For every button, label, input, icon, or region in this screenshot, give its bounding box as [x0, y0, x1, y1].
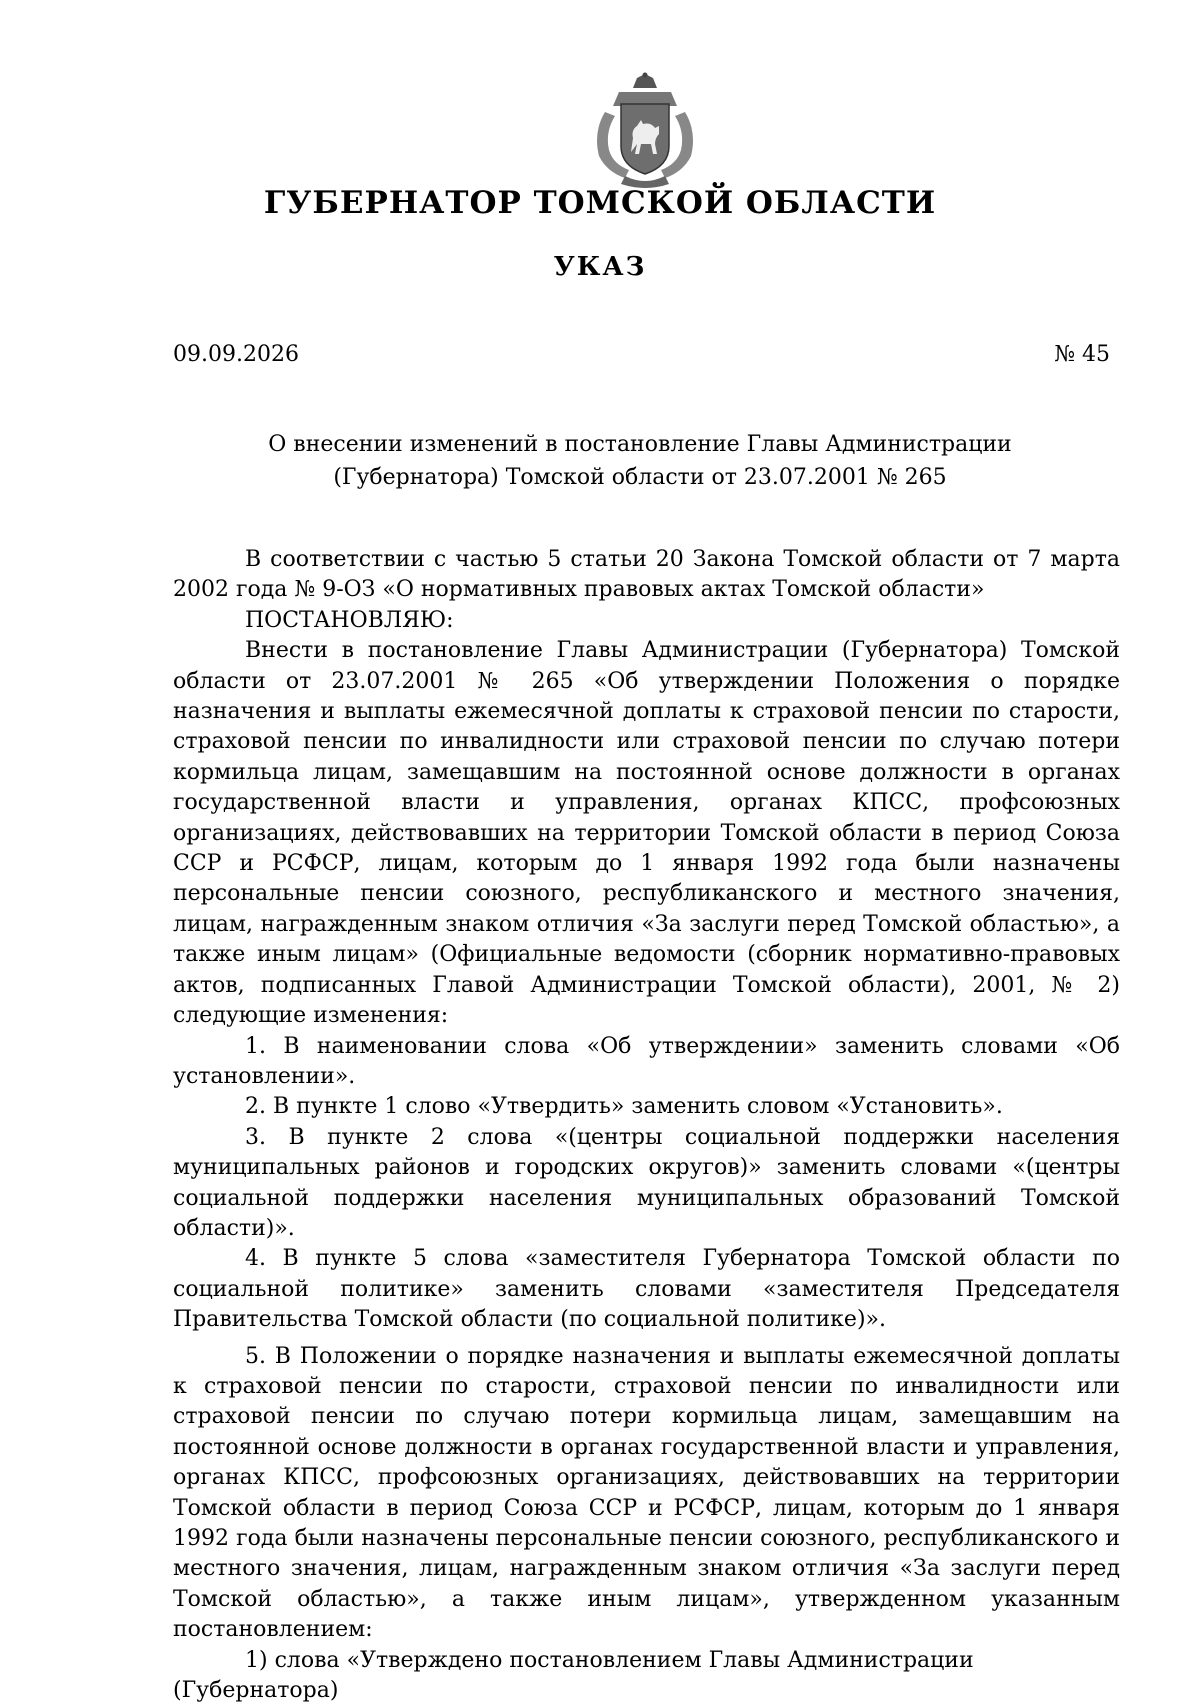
item-3: 3. В пункте 2 слова «(центры социальной поддержки населения муниципальных районов и городских округов)» заменить словами «(центры социальной поддержки населения муниципальных образований Томской области)». — [173, 1124, 1120, 1241]
decree-subject — [160, 428, 1120, 494]
governor-title: ГУБЕРНАТОР ТОМСКОЙ ОБЛАСТИ — [263, 185, 937, 221]
item-1: 1. В наименовании слова «Об утверждении» заменить словами «Об установлении». — [173, 1033, 1120, 1089]
decree-number: № 45 — [1054, 342, 1110, 367]
decree-heading: УКАЗ — [553, 252, 647, 282]
main-paragraph: Внести в постановление Главы Администрации (Губернатора) Томской области от 23.07.2001 № 265 «Об утверждении Положения о порядке назначения и выплаты ежемесячной доплаты к страховой пенсии по старости, страховой пенсии по инвалидности или страховой пенсии по случаю потери кормильца лицам, замещавшим на постоянной основе должности в органах государственной власти и управления, органах КПСС, профсоюзных организациях, действовавших на территории Томской области в период Союза ССР и РСФСР, лицам, которым до 1 января 1992 года были назначены персональные пенсии союзного, республиканского и местного значения, лицам, награжденным знаком отличия «За заслуги перед Томской областью», а также иным лицам» (Официальные ведомости (сборник нормативно-правовых актов, подписанных Главой Администрации Томской области), 2001, № 2) следующие изменения: — [173, 638, 1120, 1029]
preamble-paragraph: В соответствии с частью 5 статьи 20 Закона Томской области от 7 марта 2002 года № 9-ОЗ «О нормативных правовых актах Томской области» — [173, 547, 1120, 603]
item-5-sub-1: 1) слова «Утверждено постановлением Главы Администрации (Губернатора) — [173, 1647, 974, 1704]
decree-body — [173, 545, 1120, 1706]
subject-line-2: (Губернатора) Томской области от 23.07.2001 № 265 — [333, 465, 947, 490]
coat-of-arms-icon — [585, 72, 705, 190]
subject-line-1: О внесении изменений в постановление Главы Администрации — [268, 432, 1012, 457]
item-5: 5. В Положении о порядке назначения и выплаты ежемесячной доплаты к страховой пенсии по старости, страховой пенсии по инвалидности или страховой пенсии по случаю потери кормильца лицам, замещавшим на постоянной основе должности в органах государственной власти и управления, органах КПСС, профсоюзных организациях, действовавших на территории Томской области в период Союза ССР и РСФСР, лицам, которым до 1 января 1992 года были назначены персональные пенсии союзного, республиканского и местного значения, лицам, награжденным знаком отличия «За заслуги перед Томской областью», а также иным лицам», утвержденном указанным постановлением: — [173, 1343, 1120, 1643]
resolution-word: ПОСТАНОВЛЯЮ: — [245, 607, 454, 633]
item-2: 2. В пункте 1 слово «Утвердить» заменить словом «Установить». — [245, 1094, 1003, 1120]
decree-date: 09.09.2026 — [173, 342, 299, 367]
item-4: 4. В пункте 5 слова «заместителя Губернатора Томской области по социальной политике» заменить словами «заместителя Председателя Правительства Томской области (по социальной политике)». — [173, 1246, 1120, 1333]
